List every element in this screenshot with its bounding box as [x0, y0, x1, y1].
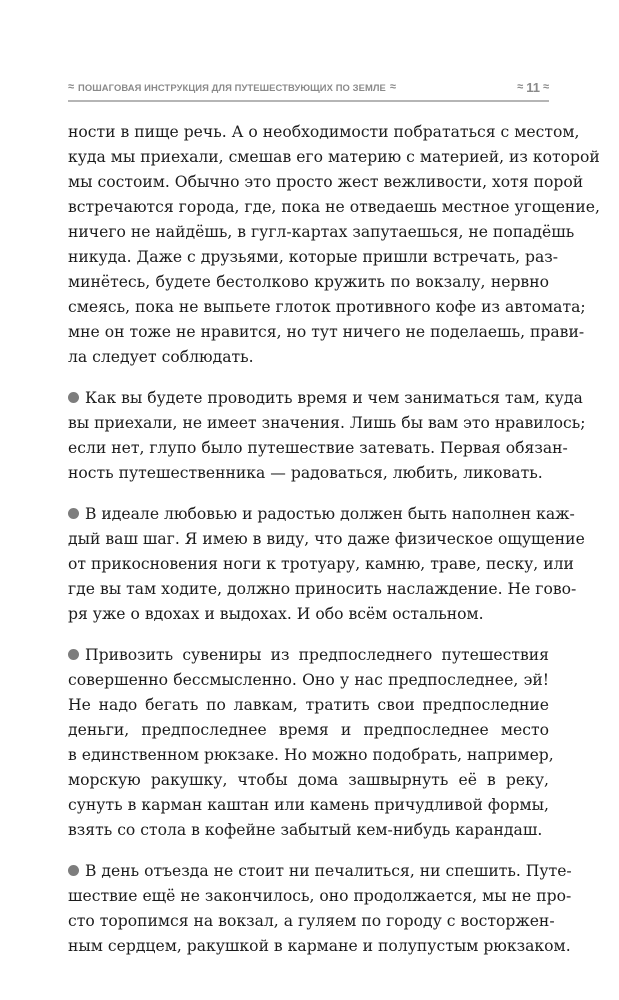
text-line: морскую ракушку, чтобы дома зашвырнуть её в реку, [68, 771, 549, 789]
running-header [68, 77, 549, 97]
text-line [68, 859, 572, 884]
text-line: ность путешественника — радоваться, любить, ликовать. [68, 464, 543, 482]
text-line: ности в пище речь. А о необходимости побрататься с местом, [68, 123, 580, 141]
text-line: ным сердцем, ракушкой в кармане и полупустым рюкзаком. [68, 937, 571, 955]
text-line: где вы там ходите, должно приносить наслаждение. Не гово- [68, 580, 577, 598]
text-line-content: Как вы будете проводить время и чем заниматься там, куда [85, 389, 583, 407]
text-line: сто торопимся на вокзал, а гуляем по городу с восторжен- [68, 912, 555, 930]
page-number-right-ornament: ≈ [542, 80, 549, 93]
text-line: смеясь, пока не выпьете глоток противного кофе из автомата; [68, 298, 586, 316]
running-title: ПОШАГОВАЯ ИНСТРУКЦИЯ ДЛЯ ПУТЕШЕСТВУЮЩИХ ПО ЗЕМЛЕ [78, 81, 386, 93]
text-line: если нет, глупо было путешествие затевать. Первая обязан- [68, 439, 568, 457]
page-body [68, 120, 600, 959]
text-line: в единственном рюкзаке. Но можно подобрать, например, [68, 746, 554, 764]
bullet-dot-icon [68, 392, 79, 403]
text-line: от прикосновения ноги к тротуару, камню, траве, песку, или [68, 555, 574, 573]
text-line: дый ваш шаг. Я имею в виду, что даже физическое ощущение [68, 530, 585, 548]
text-line: никуда. Даже с друзьями, которые пришли встречать, раз- [68, 248, 559, 266]
text-line [68, 643, 549, 668]
bullet-dot-icon [68, 865, 79, 876]
text-line: совершенно бессмысленно. Оно у нас предпоследнее, эй! [68, 671, 549, 689]
text-line: сунуть в карман каштан или камень причудливой формы, [68, 796, 549, 814]
text-line [68, 502, 575, 527]
text-line-content: В идеале любовью и радостью должен быть наполнен каж- [85, 505, 575, 523]
text-line: ничего не найдёшь, в гугл-картах запутаешься, не попадёшь [68, 223, 575, 241]
text-line: деньги, предпоследнее время и предпоследнее место [68, 721, 549, 739]
text-line: мы состоим. Обычно это просто жест вежливости, хотя порой [68, 173, 584, 191]
text-line: взять со стола в кофейне забытый кем-нибудь карандаш. [68, 821, 543, 839]
bullet-dot-icon [68, 649, 79, 660]
paragraph-5 [68, 859, 572, 959]
bullet-dot-icon [68, 508, 79, 519]
text-line: ла следует соблюдать. [68, 348, 254, 366]
paragraph-4 [68, 643, 554, 843]
page-number: 11 [526, 79, 540, 95]
text-line: вы приехали, не имеет значения. Лишь бы вам это нравилось; [68, 414, 586, 432]
text-line-content: В день отъезда не стоит ни печалиться, ни спешить. Путе- [85, 862, 572, 880]
paragraph-3 [68, 502, 585, 627]
text-line [68, 386, 583, 411]
text-line: шествие ещё не закончилось, оно продолжается, мы не про- [68, 887, 572, 905]
text-line: куда мы приехали, смешав его материю с материей, из которой [68, 148, 600, 166]
left-ornament: ≈ [68, 80, 75, 93]
header-rule [68, 100, 549, 102]
text-line: встречаются города, где, пока не отведаешь местное угощение, [68, 198, 600, 216]
page-number-left-ornament: ≈ [517, 80, 524, 93]
paragraph-2 [68, 386, 586, 486]
paragraph-1 [68, 120, 600, 370]
text-line-content: Привозить сувениры из предпоследнего путешествия [85, 646, 549, 664]
right-ornament: ≈ [389, 80, 396, 93]
text-line: минётесь, будете бестолково кружить по вокзалу, нервно [68, 273, 549, 291]
text-line: Не надо бегать по лавкам, тратить свои предпоследние [68, 696, 549, 714]
text-line: ря уже о вдохах и выдохах. И обо всём остальном. [68, 605, 484, 623]
text-line: мне он тоже не нравится, но тут ничего не поделаешь, прави- [68, 323, 585, 341]
